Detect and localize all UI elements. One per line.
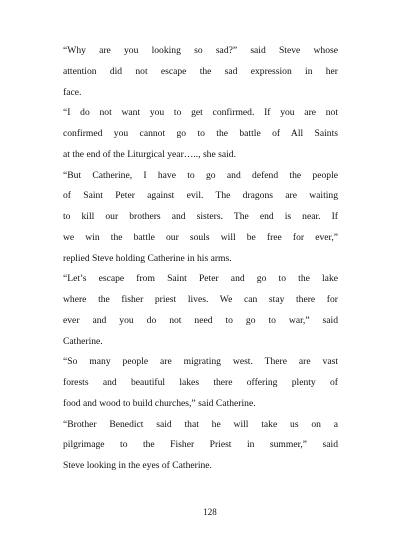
text-line: Steve looking in the eyes of Catherine. bbox=[63, 460, 212, 471]
text-line: Catherine. bbox=[63, 335, 103, 347]
text-line: “Let’s escape from Saint Peter and go to the lake bbox=[63, 273, 338, 285]
text-line: to kill our brothers and sisters. The end is near. If bbox=[63, 211, 338, 222]
body-text bbox=[63, 41, 338, 477]
text-line: where the fisher priest lives. We can stay there for bbox=[63, 294, 338, 305]
text-line: we win the battle our souls will be free for ever,” bbox=[63, 231, 338, 243]
text-line: “But Catherine, I have to go and defend the people bbox=[63, 169, 338, 181]
text-line: of Saint Peter against evil. The dragons are waiting bbox=[63, 190, 338, 202]
text-line: attention did not escape the sad expression in her bbox=[63, 65, 338, 77]
text-line: ever and you do not need to go to war,” said bbox=[63, 314, 338, 326]
text-line: “I do not want you to get confirmed. If you are not bbox=[63, 107, 338, 119]
text-line: “Why are you looking so sad?” said Steve whose bbox=[63, 45, 338, 56]
text-line: food and wood to build churches,” said Catherine. bbox=[63, 397, 256, 409]
text-line: forests and beautiful lakes there offering plenty of bbox=[63, 377, 338, 388]
page-number: 128 bbox=[203, 507, 217, 517]
text-line: “Brother Benedict said that he will take us on a bbox=[63, 418, 338, 430]
text-line: confirmed you cannot go to the battle of All Saints bbox=[63, 128, 338, 139]
text-line: replied Steve holding Catherine in his arms. bbox=[63, 252, 232, 264]
text-line: face. bbox=[63, 86, 82, 98]
text-line: “So many people are migrating west. There are vast bbox=[63, 356, 338, 368]
text-line: at the end of the Liturgical year….., she said. bbox=[63, 148, 236, 160]
text-line: pilgrimage to the Fisher Priest in summer,” said bbox=[63, 439, 338, 451]
